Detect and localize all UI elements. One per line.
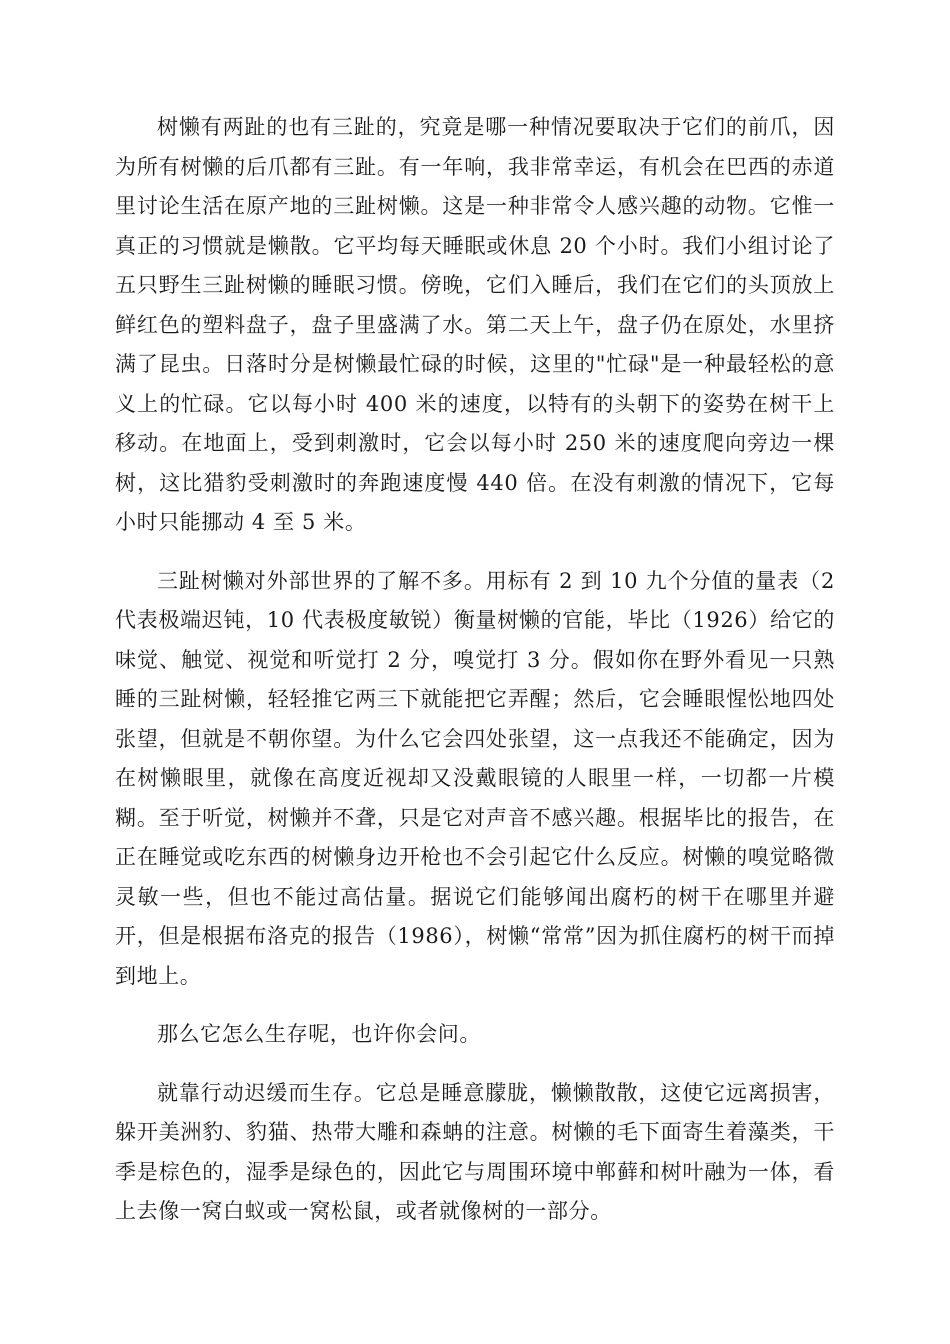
paragraph-1: 树懒有两趾的也有三趾的，究竟是哪一种情况要取决于它们的前爪，因为所有树懒的后爪都有三趾。有一年响，我非常幸运，有机会在巴西的赤道里讨论生活在原产地的三趾树懒。这是一种非常令人感兴趣的动物。它惟一真正的习惯就是懒散。它平均每天睡眠或休息 20 个小时。我们小组讨论了五只野生三趾树懒的睡眠习惯。傍晚，它们入睡后，我们在它们的头顶放上鲜红色的塑料盘子，盘子里盛满了水。第二天上午，盘子仍在原处，水里挤满了昆虫。日落时分是树懒最忙碌的时候，这里的"忙碌"是一种最轻松的意义上的忙碌。它以每小时 400 米的速度，以特有的头朝下的姿势在树干上移动。在地面上，受到刺激时，它会以每小时 250 米的速度爬向旁边一棵树，这比猎豹受刺激时的奔跑速度慢 440 倍。在没有刺激的情况下，它每小时只能挪动 4 至 5 米。 [115,115,835,534]
paragraph-3: 那么它怎么生存呢，也许你会问。 [157,1022,481,1046]
document-body [115,108,835,1251]
paragraph-2: 三趾树懒对外部世界的了解不多。用标有 2 到 10 九个分值的量表（2 代表极端迟钝，10 代表极度敏锐）衡量树懒的官能，毕比（1926）给它的味觉、触觉、视觉和听觉打 2 分，嗅觉打 3 分。假如你在野外看见一只熟睡的三趾树懒，轻轻推它两三下就能把它弄醒；然后，它会睡眼惺忪地四处张望，但就是不朝你望。为什么它会四处张望，这一点我还不能确定，因为在树懒眼里，就像在高度近视却又没戴眼镜的人眼里一样，一切都一片模糊。至于听觉，树懒并不聋，只是它对声音不感兴趣。根据毕比的报告，在正在睡觉或吃东西的树懒身边开枪也不会引起它什么反应。树懒的嗅觉略微灵敏一些，但也不能过高估量。据说它们能够闻出腐朽的树干在哪里并避开，但是根据布洛克的报告（1986），树懒“常常”因为抓住腐朽的树干而掉到地上。 [115,568,835,988]
paragraph-4: 就靠行动迟缓而生存。它总是睡意朦胧，懒懒散散，这使它远离损害，躲开美洲豹、豹猫、热带大雕和森蚺的注意。树懒的毛下面寄生着藻类，干季是棕色的，湿季是绿色的，因此它与周围环境中郸藓和树叶融为一体，看上去像一窝白蚁或一窝松鼠，或者就像树的一部分。 [115,1080,835,1223]
